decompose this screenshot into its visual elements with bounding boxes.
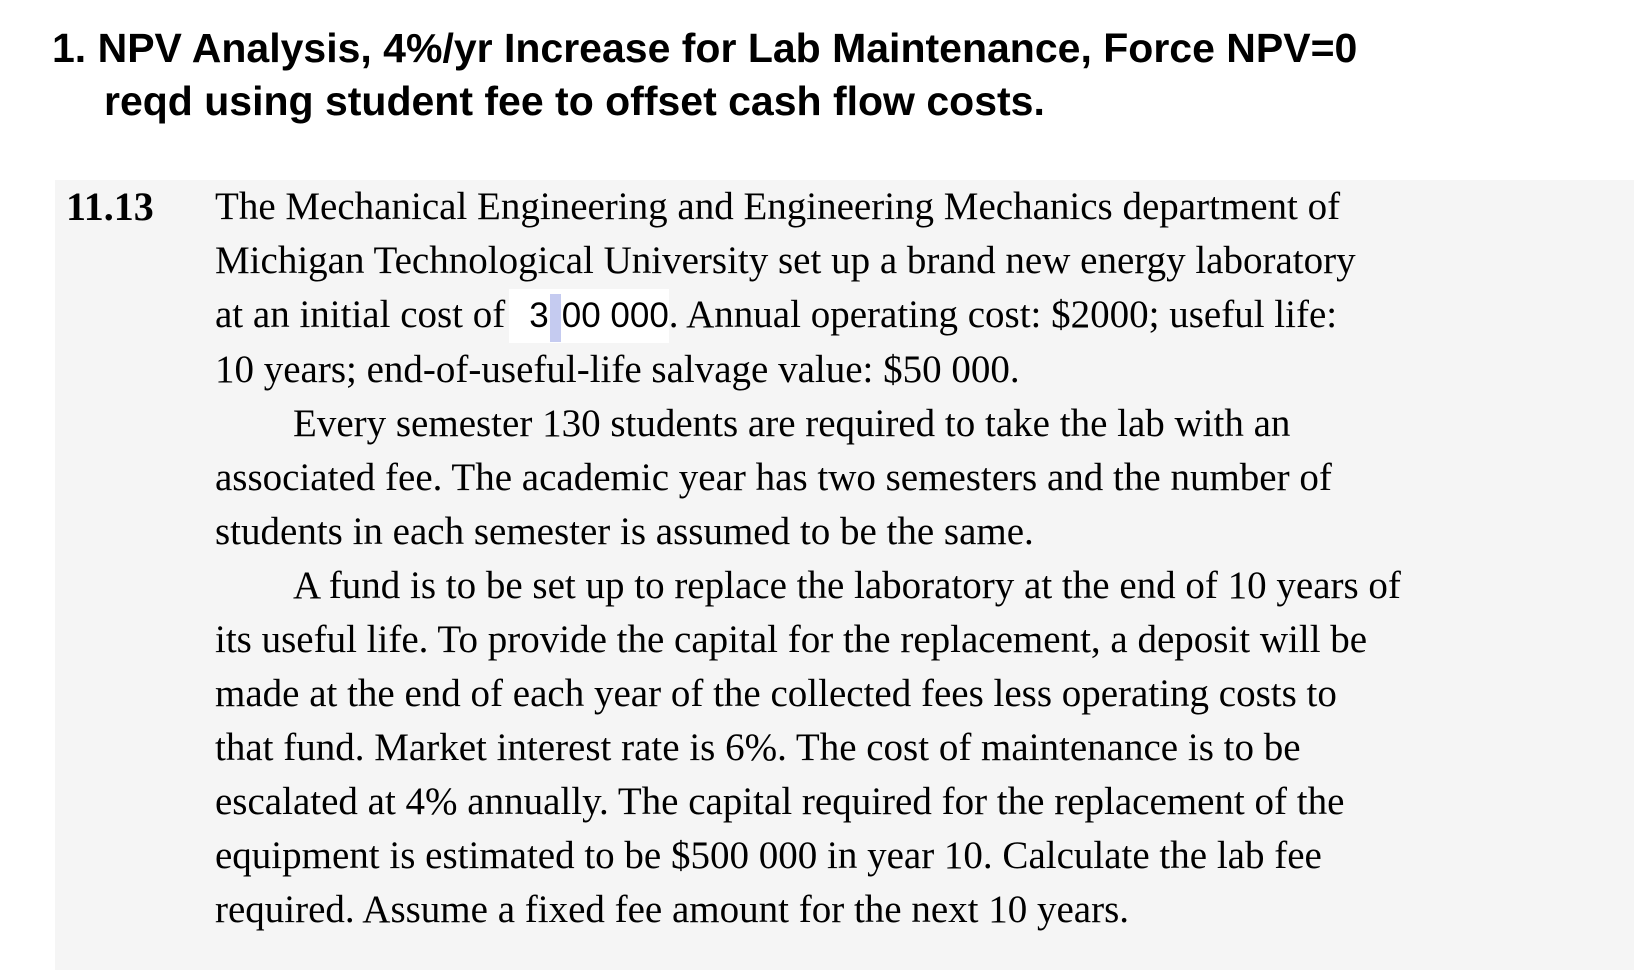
edited-digit: 3 (529, 296, 549, 335)
text-cursor-selection (550, 294, 561, 342)
problem-line: required. Assume a fixed fee amount for the next 10 years. (215, 888, 1130, 931)
problem-line: Every semester 130 students are required to take the lab with an (293, 402, 1291, 445)
text-before-edit: at an initial cost of (215, 293, 506, 336)
problem-number: 11.13 (66, 184, 154, 229)
problem-line: made at the end of each year of the collected fees less operating costs to (215, 672, 1337, 715)
problem-line: students in each semester is assumed to be the same. (215, 510, 1034, 553)
problem-text (215, 180, 1629, 937)
problem-line: 10 years; end-of-useful-life salvage value: $50 000. (215, 348, 1020, 391)
problem-line: associated fee. The academic year has two semesters and the number of (215, 456, 1332, 499)
problem-line: Michigan Technological University set up a brand new energy laboratory (215, 239, 1356, 282)
assignment-heading (52, 22, 1622, 128)
edited-digits-rest: 00 000 (561, 296, 669, 335)
heading-line-1: 1. NPV Analysis, 4%/yr Increase for Lab Maintenance, Force NPV=0 (52, 25, 1358, 71)
edited-cost-value[interactable] (509, 289, 669, 343)
problem-line: equipment is estimated to be $500 000 in year 10. Calculate the lab fee (215, 834, 1322, 877)
problem-line: A fund is to be set up to replace the laboratory at the end of 10 years of (293, 564, 1401, 607)
problem-line: escalated at 4% annually. The capital required for the replacement of the (215, 780, 1345, 823)
problem-line: its useful life. To provide the capital for the replacement, a deposit will be (215, 618, 1368, 661)
problem-line: The Mechanical Engineering and Engineering Mechanics department of (215, 185, 1341, 228)
text-after-edit: . Annual operating cost: $2000; useful life: (668, 293, 1338, 336)
problem-line: that fund. Market interest rate is 6%. The cost of maintenance is to be (215, 726, 1301, 769)
heading-line-2: reqd using student fee to offset cash flow costs. (104, 78, 1045, 124)
problem-line-with-edit (215, 288, 1629, 343)
